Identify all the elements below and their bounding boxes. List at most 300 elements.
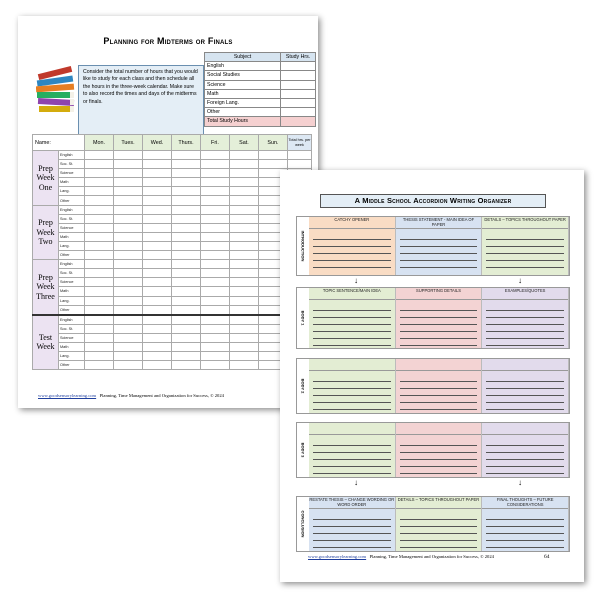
calendar-cell bbox=[229, 160, 258, 169]
organizer-section bbox=[296, 287, 570, 349]
calendar-cell bbox=[200, 269, 229, 278]
subject-name: Other bbox=[205, 108, 281, 117]
calendar-cell bbox=[171, 315, 200, 325]
study-hrs-cell bbox=[281, 89, 316, 98]
row-subject-label: Lang. bbox=[59, 296, 85, 305]
calendar-cell bbox=[171, 324, 200, 333]
writing-lines[interactable] bbox=[486, 513, 564, 549]
calendar-cell bbox=[142, 260, 171, 269]
study-hrs-cell bbox=[281, 80, 316, 89]
study-planning-sheet bbox=[18, 16, 318, 408]
organizer-section bbox=[296, 358, 570, 414]
subject-row bbox=[205, 98, 316, 107]
column-header bbox=[396, 423, 482, 435]
writing-lines[interactable] bbox=[313, 304, 391, 346]
calendar-row bbox=[33, 260, 312, 269]
organizer-section bbox=[296, 496, 570, 552]
calendar-cell bbox=[142, 352, 171, 361]
calendar-cell bbox=[114, 352, 143, 361]
calendar-cell bbox=[142, 305, 171, 315]
writing-lines[interactable] bbox=[313, 439, 391, 475]
column-header bbox=[309, 359, 395, 371]
calendar-cell bbox=[229, 214, 258, 223]
calendar-row bbox=[33, 352, 312, 361]
calendar-cell bbox=[142, 333, 171, 342]
calendar-cell bbox=[200, 214, 229, 223]
calendar-cell bbox=[114, 324, 143, 333]
calendar-cell bbox=[229, 178, 258, 187]
calendar-cell bbox=[229, 196, 258, 205]
study-hrs-cell bbox=[281, 71, 316, 80]
day-header: Wed. bbox=[142, 135, 171, 151]
day-header: Sun. bbox=[258, 135, 287, 151]
organizer-column bbox=[309, 359, 396, 413]
calendar-cell bbox=[200, 205, 229, 214]
writing-lines[interactable] bbox=[486, 439, 564, 475]
calendar-cell bbox=[142, 251, 171, 260]
organizer-column bbox=[482, 288, 569, 348]
calendar-row bbox=[33, 151, 312, 160]
calendar-cell bbox=[114, 287, 143, 296]
calendar-cell bbox=[142, 287, 171, 296]
calendar-cell bbox=[200, 278, 229, 287]
calendar-row bbox=[33, 269, 312, 278]
calendar-row bbox=[33, 160, 312, 169]
sheet1-footer bbox=[38, 393, 224, 398]
calendar-cell bbox=[114, 169, 143, 178]
subject-row bbox=[205, 62, 316, 71]
calendar-cell bbox=[229, 278, 258, 287]
column-header: DETAILS – TOPICS THROUGHOUT PAPER bbox=[396, 497, 482, 509]
calendar-cell bbox=[142, 196, 171, 205]
calendar-cell bbox=[114, 333, 143, 342]
organizer-column bbox=[482, 359, 569, 413]
calendar-row bbox=[33, 296, 312, 305]
calendar-cell bbox=[229, 251, 258, 260]
calendar-cell bbox=[200, 260, 229, 269]
down-arrow-icon: ↓ bbox=[518, 478, 522, 487]
calendar-cell bbox=[229, 305, 258, 315]
calendar-cell bbox=[114, 196, 143, 205]
calendar-cell bbox=[229, 333, 258, 342]
study-hrs-cell bbox=[281, 98, 316, 107]
calendar-cell bbox=[229, 151, 258, 160]
row-subject-label: English bbox=[59, 151, 85, 160]
calendar-row bbox=[33, 287, 312, 296]
calendar-cell bbox=[171, 305, 200, 315]
calendar-cell bbox=[114, 205, 143, 214]
organizer-column bbox=[309, 217, 396, 275]
calendar-cell bbox=[229, 169, 258, 178]
calendar-cell bbox=[229, 260, 258, 269]
calendar-cell bbox=[200, 151, 229, 160]
calendar-cell bbox=[200, 361, 229, 370]
calendar-cell bbox=[171, 160, 200, 169]
calendar-cell bbox=[85, 352, 114, 361]
calendar-cell bbox=[85, 160, 114, 169]
calendar-cell bbox=[171, 296, 200, 305]
calendar-cell bbox=[200, 160, 229, 169]
row-subject-label: Science bbox=[59, 169, 85, 178]
calendar-cell bbox=[229, 361, 258, 370]
column-header bbox=[309, 423, 395, 435]
row-subject-label: Math bbox=[59, 232, 85, 241]
calendar-cell bbox=[114, 269, 143, 278]
organizer-column bbox=[482, 423, 569, 477]
writing-lines[interactable] bbox=[313, 375, 391, 411]
calendar-row bbox=[33, 169, 312, 178]
study-hrs-header: Study Hrs. bbox=[281, 53, 316, 62]
calendar-cell bbox=[85, 324, 114, 333]
calendar-cell bbox=[85, 196, 114, 205]
calendar-cell bbox=[142, 169, 171, 178]
calendar-cell bbox=[171, 260, 200, 269]
calendar-cell bbox=[114, 361, 143, 370]
writing-lines[interactable] bbox=[400, 233, 478, 273]
calendar-row bbox=[33, 315, 312, 325]
calendar-row bbox=[33, 305, 312, 315]
section-label: BODY 3 bbox=[300, 442, 306, 458]
writing-lines[interactable] bbox=[486, 375, 564, 411]
calendar-cell bbox=[142, 296, 171, 305]
calendar-cell bbox=[200, 324, 229, 333]
row-subject-label: Lang. bbox=[59, 187, 85, 196]
down-arrow-icon: ↓ bbox=[518, 276, 522, 285]
calendar-cell bbox=[229, 223, 258, 232]
calendar-row bbox=[33, 223, 312, 232]
down-arrow-icon: ↓ bbox=[354, 276, 358, 285]
total-study-hours-value bbox=[281, 117, 316, 126]
calendar-cell bbox=[114, 214, 143, 223]
calendar-cell bbox=[85, 251, 114, 260]
calendar-cell bbox=[85, 278, 114, 287]
calendar-row bbox=[33, 251, 312, 260]
calendar-cell bbox=[114, 305, 143, 315]
calendar-row bbox=[33, 333, 312, 342]
column-header: RESTATE THESIS – CHANGE WORDING OR WORD ORDER bbox=[309, 497, 395, 509]
calendar-cell bbox=[85, 241, 114, 250]
day-header: Tues. bbox=[114, 135, 143, 151]
column-header bbox=[482, 359, 568, 371]
subject-name: Social Studies bbox=[205, 71, 281, 80]
calendar-cell bbox=[288, 160, 312, 169]
subject-hours-table bbox=[204, 52, 316, 127]
calendar-cell bbox=[114, 251, 143, 260]
calendar-cell bbox=[142, 178, 171, 187]
calendar-cell bbox=[85, 260, 114, 269]
calendar-cell bbox=[114, 260, 143, 269]
calendar-cell bbox=[171, 205, 200, 214]
calendar-cell bbox=[171, 151, 200, 160]
calendar-cell bbox=[114, 296, 143, 305]
calendar-cell bbox=[85, 169, 114, 178]
calendar-cell bbox=[200, 251, 229, 260]
calendar-cell bbox=[200, 241, 229, 250]
study-hrs-cell bbox=[281, 62, 316, 71]
column-header: FINAL THOUGHTS – FUTURE CONSIDERATIONS bbox=[482, 497, 568, 509]
name-label: Name: bbox=[33, 135, 85, 151]
calendar-row bbox=[33, 196, 312, 205]
day-header: Mon. bbox=[85, 135, 114, 151]
calendar-row bbox=[33, 278, 312, 287]
calendar-cell bbox=[142, 324, 171, 333]
writing-lines[interactable] bbox=[486, 304, 564, 346]
writing-lines[interactable] bbox=[400, 375, 478, 411]
column-header bbox=[396, 359, 482, 371]
writing-lines[interactable] bbox=[400, 304, 478, 346]
organizer-column bbox=[482, 217, 569, 275]
calendar-cell bbox=[229, 187, 258, 196]
calendar-cell bbox=[200, 305, 229, 315]
calendar-cell bbox=[229, 352, 258, 361]
organizer-section bbox=[296, 422, 570, 478]
calendar-cell bbox=[85, 315, 114, 325]
calendar-cell bbox=[258, 151, 287, 160]
calendar-cell bbox=[200, 352, 229, 361]
section-label: BODY 2 bbox=[300, 378, 306, 394]
instructions-box: Consider the total number of hours that you would like to study for each class and then schedule all the hours in the three-week calendar. Make sure to also record the times and days of the midterms or finals. bbox=[78, 65, 204, 141]
calendar-cell bbox=[85, 361, 114, 370]
calendar-cell bbox=[171, 223, 200, 232]
calendar-cell bbox=[200, 296, 229, 305]
calendar-cell bbox=[114, 151, 143, 160]
section-label: INTRODUCTION bbox=[300, 230, 306, 262]
column-header: EXAMPLES/QUOTES bbox=[482, 288, 568, 300]
organizer-column bbox=[396, 423, 483, 477]
three-week-calendar bbox=[32, 134, 312, 370]
calendar-cell bbox=[85, 305, 114, 315]
calendar-row bbox=[33, 214, 312, 223]
writing-organizer-sheet bbox=[280, 170, 584, 582]
calendar-cell bbox=[114, 178, 143, 187]
calendar-cell bbox=[142, 160, 171, 169]
row-subject-label: Science bbox=[59, 333, 85, 342]
calendar-cell bbox=[229, 315, 258, 325]
subject-row bbox=[205, 89, 316, 98]
row-subject-label: Soc. St. bbox=[59, 269, 85, 278]
calendar-cell bbox=[142, 342, 171, 351]
calendar-cell bbox=[114, 232, 143, 241]
calendar-cell bbox=[85, 223, 114, 232]
calendar-cell bbox=[142, 269, 171, 278]
calendar-row bbox=[33, 361, 312, 370]
calendar-cell bbox=[85, 287, 114, 296]
calendar-cell bbox=[229, 296, 258, 305]
calendar-cell bbox=[142, 232, 171, 241]
writing-lines[interactable] bbox=[486, 233, 564, 273]
down-arrow-icon: ↓ bbox=[354, 478, 358, 487]
calendar-cell bbox=[171, 169, 200, 178]
row-subject-label: Math bbox=[59, 287, 85, 296]
column-header: THESIS STATEMENT - MAIN IDEA OF PAPER bbox=[396, 217, 482, 229]
calendar-cell bbox=[171, 232, 200, 241]
calendar-cell bbox=[229, 324, 258, 333]
calendar-cell bbox=[114, 315, 143, 325]
organizer-column bbox=[396, 288, 483, 348]
calendar-cell bbox=[200, 169, 229, 178]
column-header: SUPPORTING DETAILS bbox=[396, 288, 482, 300]
calendar-cell bbox=[142, 214, 171, 223]
calendar-cell bbox=[85, 205, 114, 214]
calendar-cell bbox=[200, 287, 229, 296]
calendar-cell bbox=[85, 232, 114, 241]
books-icon bbox=[36, 64, 78, 114]
calendar-cell bbox=[142, 241, 171, 250]
calendar-cell bbox=[200, 333, 229, 342]
calendar-cell bbox=[171, 333, 200, 342]
organizer-column bbox=[309, 288, 396, 348]
calendar-cell bbox=[288, 151, 312, 160]
calendar-cell bbox=[171, 251, 200, 260]
calendar-cell bbox=[142, 278, 171, 287]
calendar-cell bbox=[229, 241, 258, 250]
calendar-cell bbox=[142, 361, 171, 370]
calendar-row bbox=[33, 232, 312, 241]
subject-name: English bbox=[205, 62, 281, 71]
calendar-cell bbox=[258, 160, 287, 169]
sheet2-footer bbox=[308, 554, 494, 559]
section-label: CONCLUSION bbox=[300, 510, 306, 538]
calendar-cell bbox=[200, 178, 229, 187]
calendar-cell bbox=[142, 151, 171, 160]
writing-lines[interactable] bbox=[400, 513, 478, 549]
row-subject-label: Lang. bbox=[59, 352, 85, 361]
calendar-cell bbox=[171, 278, 200, 287]
row-subject-label: English bbox=[59, 315, 85, 325]
column-header bbox=[482, 423, 568, 435]
calendar-cell bbox=[171, 361, 200, 370]
calendar-row bbox=[33, 241, 312, 250]
calendar-cell bbox=[85, 178, 114, 187]
calendar-cell bbox=[229, 342, 258, 351]
calendar-cell bbox=[142, 205, 171, 214]
week-label: Prep Week Two bbox=[33, 205, 59, 260]
row-subject-label: Math bbox=[59, 178, 85, 187]
calendar-cell bbox=[200, 342, 229, 351]
calendar-row bbox=[33, 324, 312, 333]
calendar-cell bbox=[142, 223, 171, 232]
calendar-cell bbox=[200, 196, 229, 205]
organizer-section bbox=[296, 216, 570, 276]
calendar-cell bbox=[200, 187, 229, 196]
row-subject-label: Other bbox=[59, 251, 85, 260]
row-subject-label: Lang. bbox=[59, 241, 85, 250]
calendar-cell bbox=[85, 269, 114, 278]
study-hrs-cell bbox=[281, 108, 316, 117]
calendar-cell bbox=[85, 214, 114, 223]
subject-name: Foreign Lang. bbox=[205, 98, 281, 107]
page-number: 64 bbox=[544, 554, 550, 560]
calendar-cell bbox=[114, 187, 143, 196]
calendar-cell bbox=[85, 333, 114, 342]
calendar-cell bbox=[171, 241, 200, 250]
calendar-cell bbox=[142, 187, 171, 196]
subject-name: Science bbox=[205, 80, 281, 89]
column-header: CATCHY OPENER bbox=[309, 217, 395, 229]
row-subject-label: Other bbox=[59, 361, 85, 370]
row-subject-label: Science bbox=[59, 223, 85, 232]
subject-row bbox=[205, 71, 316, 80]
calendar-cell bbox=[229, 232, 258, 241]
organizer-column bbox=[482, 497, 569, 551]
organizer-title: A Middle School Accordion Writing Organizer bbox=[320, 194, 546, 208]
row-subject-label: Math bbox=[59, 342, 85, 351]
organizer-column bbox=[309, 423, 396, 477]
calendar-cell bbox=[171, 269, 200, 278]
calendar-cell bbox=[114, 223, 143, 232]
subject-name: Math bbox=[205, 89, 281, 98]
subject-header: Subject bbox=[205, 53, 281, 62]
week-label: Prep Week Three bbox=[33, 260, 59, 315]
footer-link[interactable]: www.goodsensorylearning.com bbox=[308, 554, 367, 559]
row-subject-label: Soc. St. bbox=[59, 214, 85, 223]
calendar-cell bbox=[229, 287, 258, 296]
row-subject-label: Soc. St. bbox=[59, 160, 85, 169]
row-subject-label: Soc. St. bbox=[59, 324, 85, 333]
day-header: Sat. bbox=[229, 135, 258, 151]
calendar-cell bbox=[85, 151, 114, 160]
week-label: Test Week bbox=[33, 315, 59, 370]
calendar-cell bbox=[200, 315, 229, 325]
calendar-cell bbox=[85, 187, 114, 196]
week-label: Prep Week One bbox=[33, 151, 59, 206]
calendar-cell bbox=[171, 187, 200, 196]
row-subject-label: Science bbox=[59, 278, 85, 287]
writing-lines[interactable] bbox=[400, 439, 478, 475]
footer-text: Planning, Time Management and Organization for Success, © 2024 bbox=[99, 393, 224, 398]
calendar-row bbox=[33, 342, 312, 351]
calendar-cell bbox=[171, 178, 200, 187]
day-header: Fri. bbox=[200, 135, 229, 151]
calendar-cell bbox=[114, 342, 143, 351]
subject-row bbox=[205, 80, 316, 89]
subject-row bbox=[205, 108, 316, 117]
calendar-cell bbox=[171, 196, 200, 205]
calendar-cell bbox=[200, 223, 229, 232]
calendar-cell bbox=[171, 287, 200, 296]
row-subject-label: English bbox=[59, 205, 85, 214]
calendar-row bbox=[33, 205, 312, 214]
calendar-cell bbox=[171, 342, 200, 351]
calendar-cell bbox=[229, 205, 258, 214]
calendar-cell bbox=[171, 214, 200, 223]
calendar-cell bbox=[114, 160, 143, 169]
footer-link[interactable]: www.goodsensorylearning.com bbox=[38, 393, 97, 398]
column-header: TOPIC SENTENCE/MAIN IDEA bbox=[309, 288, 395, 300]
calendar-cell bbox=[85, 342, 114, 351]
calendar-cell bbox=[85, 296, 114, 305]
planning-sheet-title: Planning for Midterms or Finals bbox=[103, 36, 233, 46]
total-study-hours-label: Total Study Hours bbox=[205, 117, 281, 126]
calendar-cell bbox=[200, 232, 229, 241]
footer-text: Planning, Time Management and Organization for Success, © 2024 bbox=[369, 554, 494, 559]
column-header: DETAILS – TOPICS THROUGHOUT PAPER bbox=[482, 217, 568, 229]
writing-lines[interactable] bbox=[313, 233, 391, 273]
calendar-cell bbox=[229, 269, 258, 278]
calendar-row bbox=[33, 187, 312, 196]
section-label: BODY 1 bbox=[300, 310, 306, 326]
day-header: Thurs. bbox=[171, 135, 200, 151]
calendar-cell bbox=[114, 241, 143, 250]
row-subject-label: Other bbox=[59, 196, 85, 205]
calendar-cell bbox=[142, 315, 171, 325]
calendar-cell bbox=[114, 278, 143, 287]
organizer-column bbox=[396, 217, 483, 275]
total-hrs-header: Total hrs. per week bbox=[288, 135, 312, 151]
organizer-column bbox=[396, 497, 483, 551]
calendar-row bbox=[33, 178, 312, 187]
writing-lines[interactable] bbox=[313, 513, 391, 549]
